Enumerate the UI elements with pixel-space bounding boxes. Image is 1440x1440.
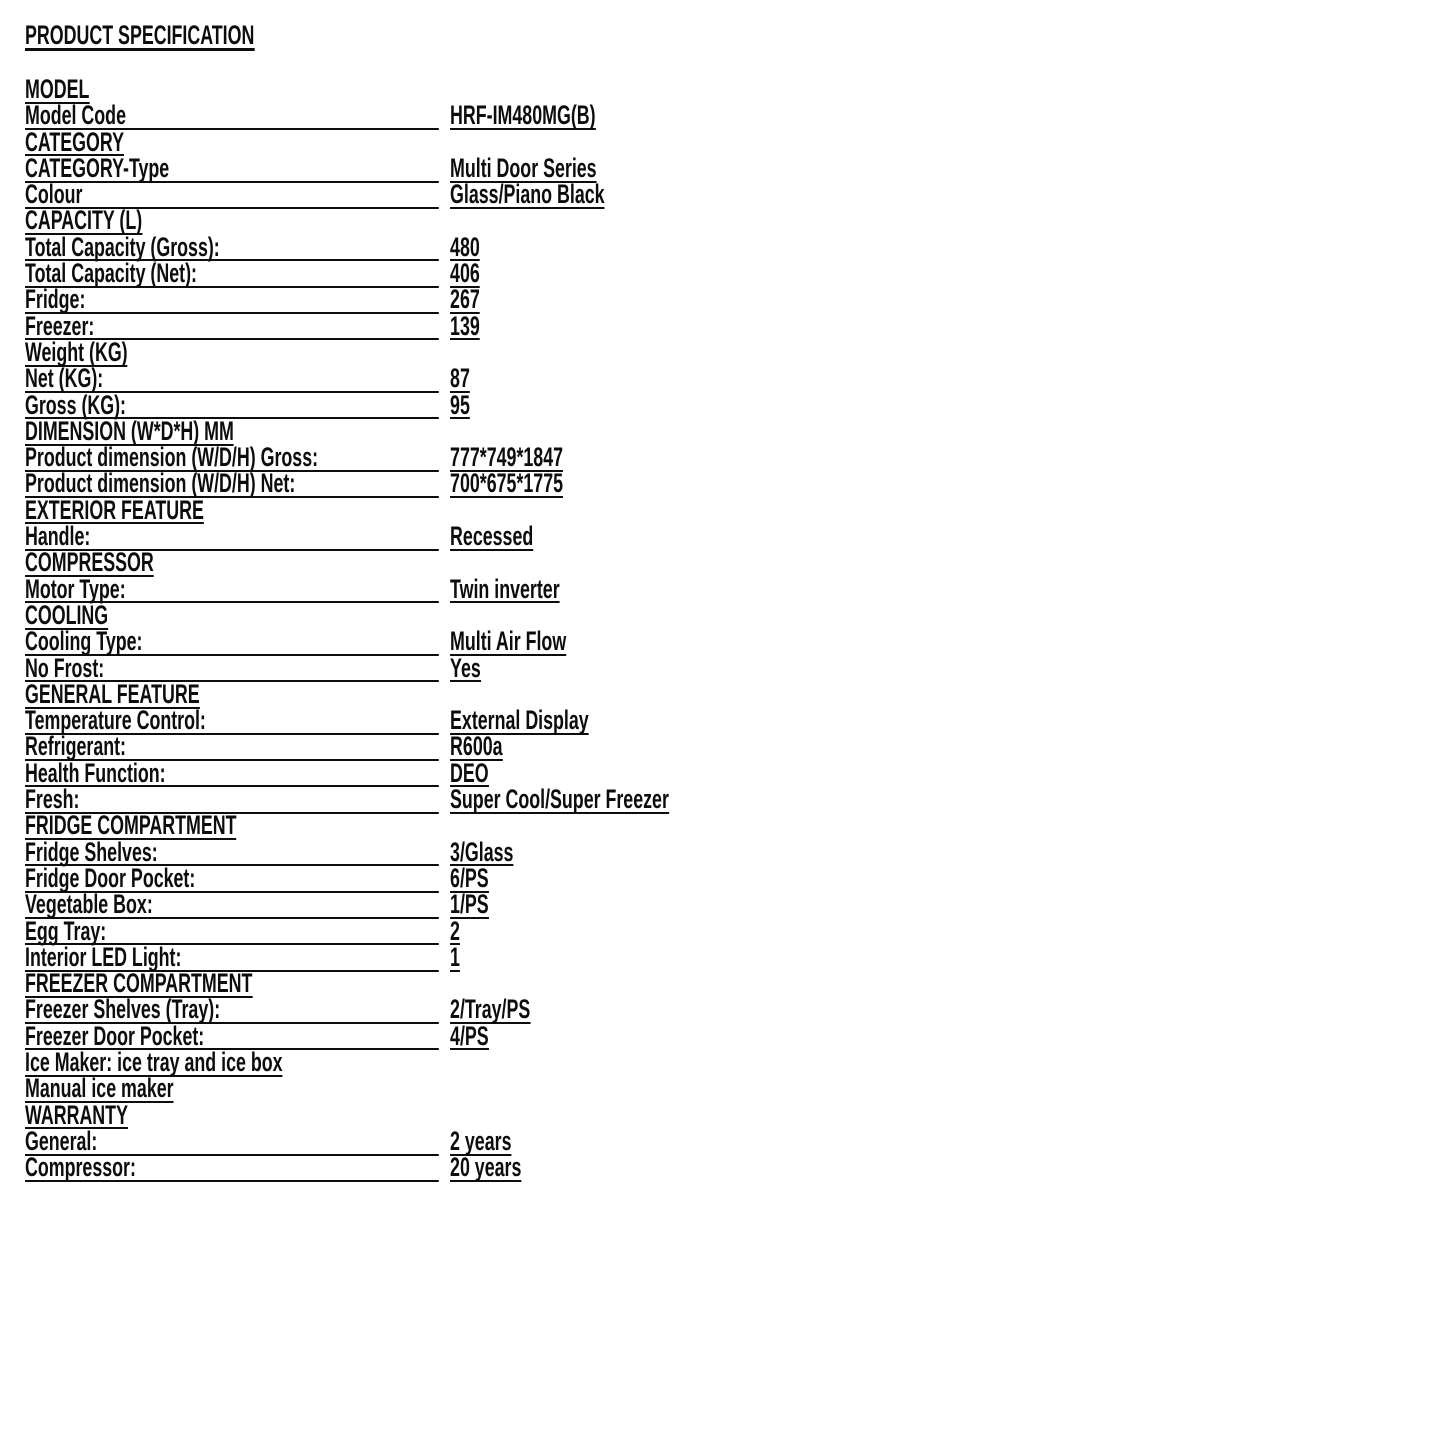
spec-row-value: HRF-IM480MG(B) (450, 100, 596, 131)
page-title-text: PRODUCT SPECIFICATION (25, 20, 255, 50)
spec-row-value: External Display (450, 705, 589, 736)
spec-row-label: Product dimension (W/D/H) Net: (25, 472, 439, 498)
spec-row-label: Product dimension (W/D/H) Gross: (25, 446, 439, 472)
spec-row-label: Weight (KG) (25, 336, 128, 367)
spec-row-value: Yes (450, 652, 481, 683)
spec-row-value: 700*675*1775 (450, 468, 564, 499)
spec-row-value: 1/PS (450, 889, 489, 920)
spec-row-label: Egg Tray: (25, 920, 439, 946)
spec-row-label: CATEGORY (25, 126, 125, 157)
spec-row-label: Ice Maker: ice tray and ice box (25, 1046, 283, 1077)
spec-row-value: 1 (450, 941, 460, 972)
spec-row-label: WARRANTY (25, 1099, 128, 1130)
spec-row-label: Gross (KG): (25, 394, 439, 420)
spec-row-value: R600a (450, 731, 503, 762)
spec-row-label: Interior LED Light: (25, 946, 439, 972)
spec-row-label: General: (25, 1130, 439, 1156)
spec-row-label: Fresh: (25, 788, 439, 814)
spec-row-label: Handle: (25, 525, 439, 551)
spec-row-value: 139 (450, 310, 480, 341)
spec-row-value: Multi Air Flow (450, 626, 567, 657)
spec-row-value: Twin inverter (450, 573, 560, 604)
spec-row-value: 20 years (450, 1152, 522, 1183)
spec-row-label: MODEL (25, 74, 90, 104)
spec-row-label: FRIDGE COMPARTMENT (25, 810, 237, 841)
spec-row-value: 480 (450, 231, 480, 262)
spec-row-label: Motor Type: (25, 578, 439, 604)
spec-row-value: 95 (450, 389, 470, 420)
spec-row-label: Net (KG): (25, 367, 439, 393)
spec-row-label: Fridge Door Pocket: (25, 867, 439, 893)
spec-row-value: 2/Tray/PS (450, 994, 531, 1025)
spec-row-value: 4/PS (450, 1020, 489, 1051)
spec-row-value: 6/PS (450, 862, 489, 893)
spec-row-label: Total Capacity (Net): (25, 262, 439, 288)
spec-row-value: Multi Door Series (450, 152, 597, 183)
spec-row-value: 2 years (450, 1125, 512, 1156)
spec-row-label: Manual ice maker (25, 1073, 174, 1104)
spec-row-value: 2 (450, 915, 460, 946)
spec-row-label: FREEZER COMPARTMENT (25, 968, 253, 999)
spec-row-label: Freezer: (25, 315, 439, 341)
spec-row-label: Total Capacity (Gross): (25, 236, 439, 262)
spec-row-value: Recessed (450, 521, 534, 552)
spec-row-value: 267 (450, 284, 480, 315)
spec-row-value: Super Cool/Super Freezer (450, 784, 669, 815)
spec-row-label: COOLING (25, 599, 109, 630)
spec-row-label: Freezer Door Pocket: (25, 1025, 439, 1051)
spec-row-label: COMPRESSOR (25, 547, 154, 578)
spec-row-label: Freezer Shelves (Tray): (25, 998, 439, 1024)
spec-row-label: Refrigerant: (25, 735, 439, 761)
spec-row-label: Model Code (25, 104, 439, 130)
spec-row-value: Glass/Piano Black (450, 179, 605, 210)
spec-row-label: No Frost: (25, 657, 439, 683)
spec-row-label: Colour (25, 183, 439, 209)
spec-row-value: DEO (450, 757, 489, 788)
spec-row-label: GENERAL FEATURE (25, 678, 200, 709)
spec-row-label: Fridge Shelves: (25, 841, 439, 867)
spec-row-label: Compressor: (25, 1156, 439, 1182)
spec-row-value: 406 (450, 258, 480, 289)
spec-row-label: DIMENSION (W*D*H) MM (25, 415, 234, 446)
spec-row-label: EXTERIOR FEATURE (25, 494, 204, 525)
spec-row-label: Cooling Type: (25, 630, 439, 656)
spec-row-label: Health Function: (25, 762, 439, 788)
spec-row-label: Fridge: (25, 288, 439, 314)
spec-row-label: CAPACITY (L) (25, 205, 143, 236)
spec-row-value: 87 (450, 363, 470, 394)
spec-row-value: 3/Glass (450, 836, 514, 867)
spec-row-label: CATEGORY-Type (25, 157, 439, 183)
spec-row-label: Temperature Control: (25, 709, 439, 735)
spec-row-label: Vegetable Box: (25, 893, 439, 919)
spec-row-value: 777*749*1847 (450, 442, 564, 473)
